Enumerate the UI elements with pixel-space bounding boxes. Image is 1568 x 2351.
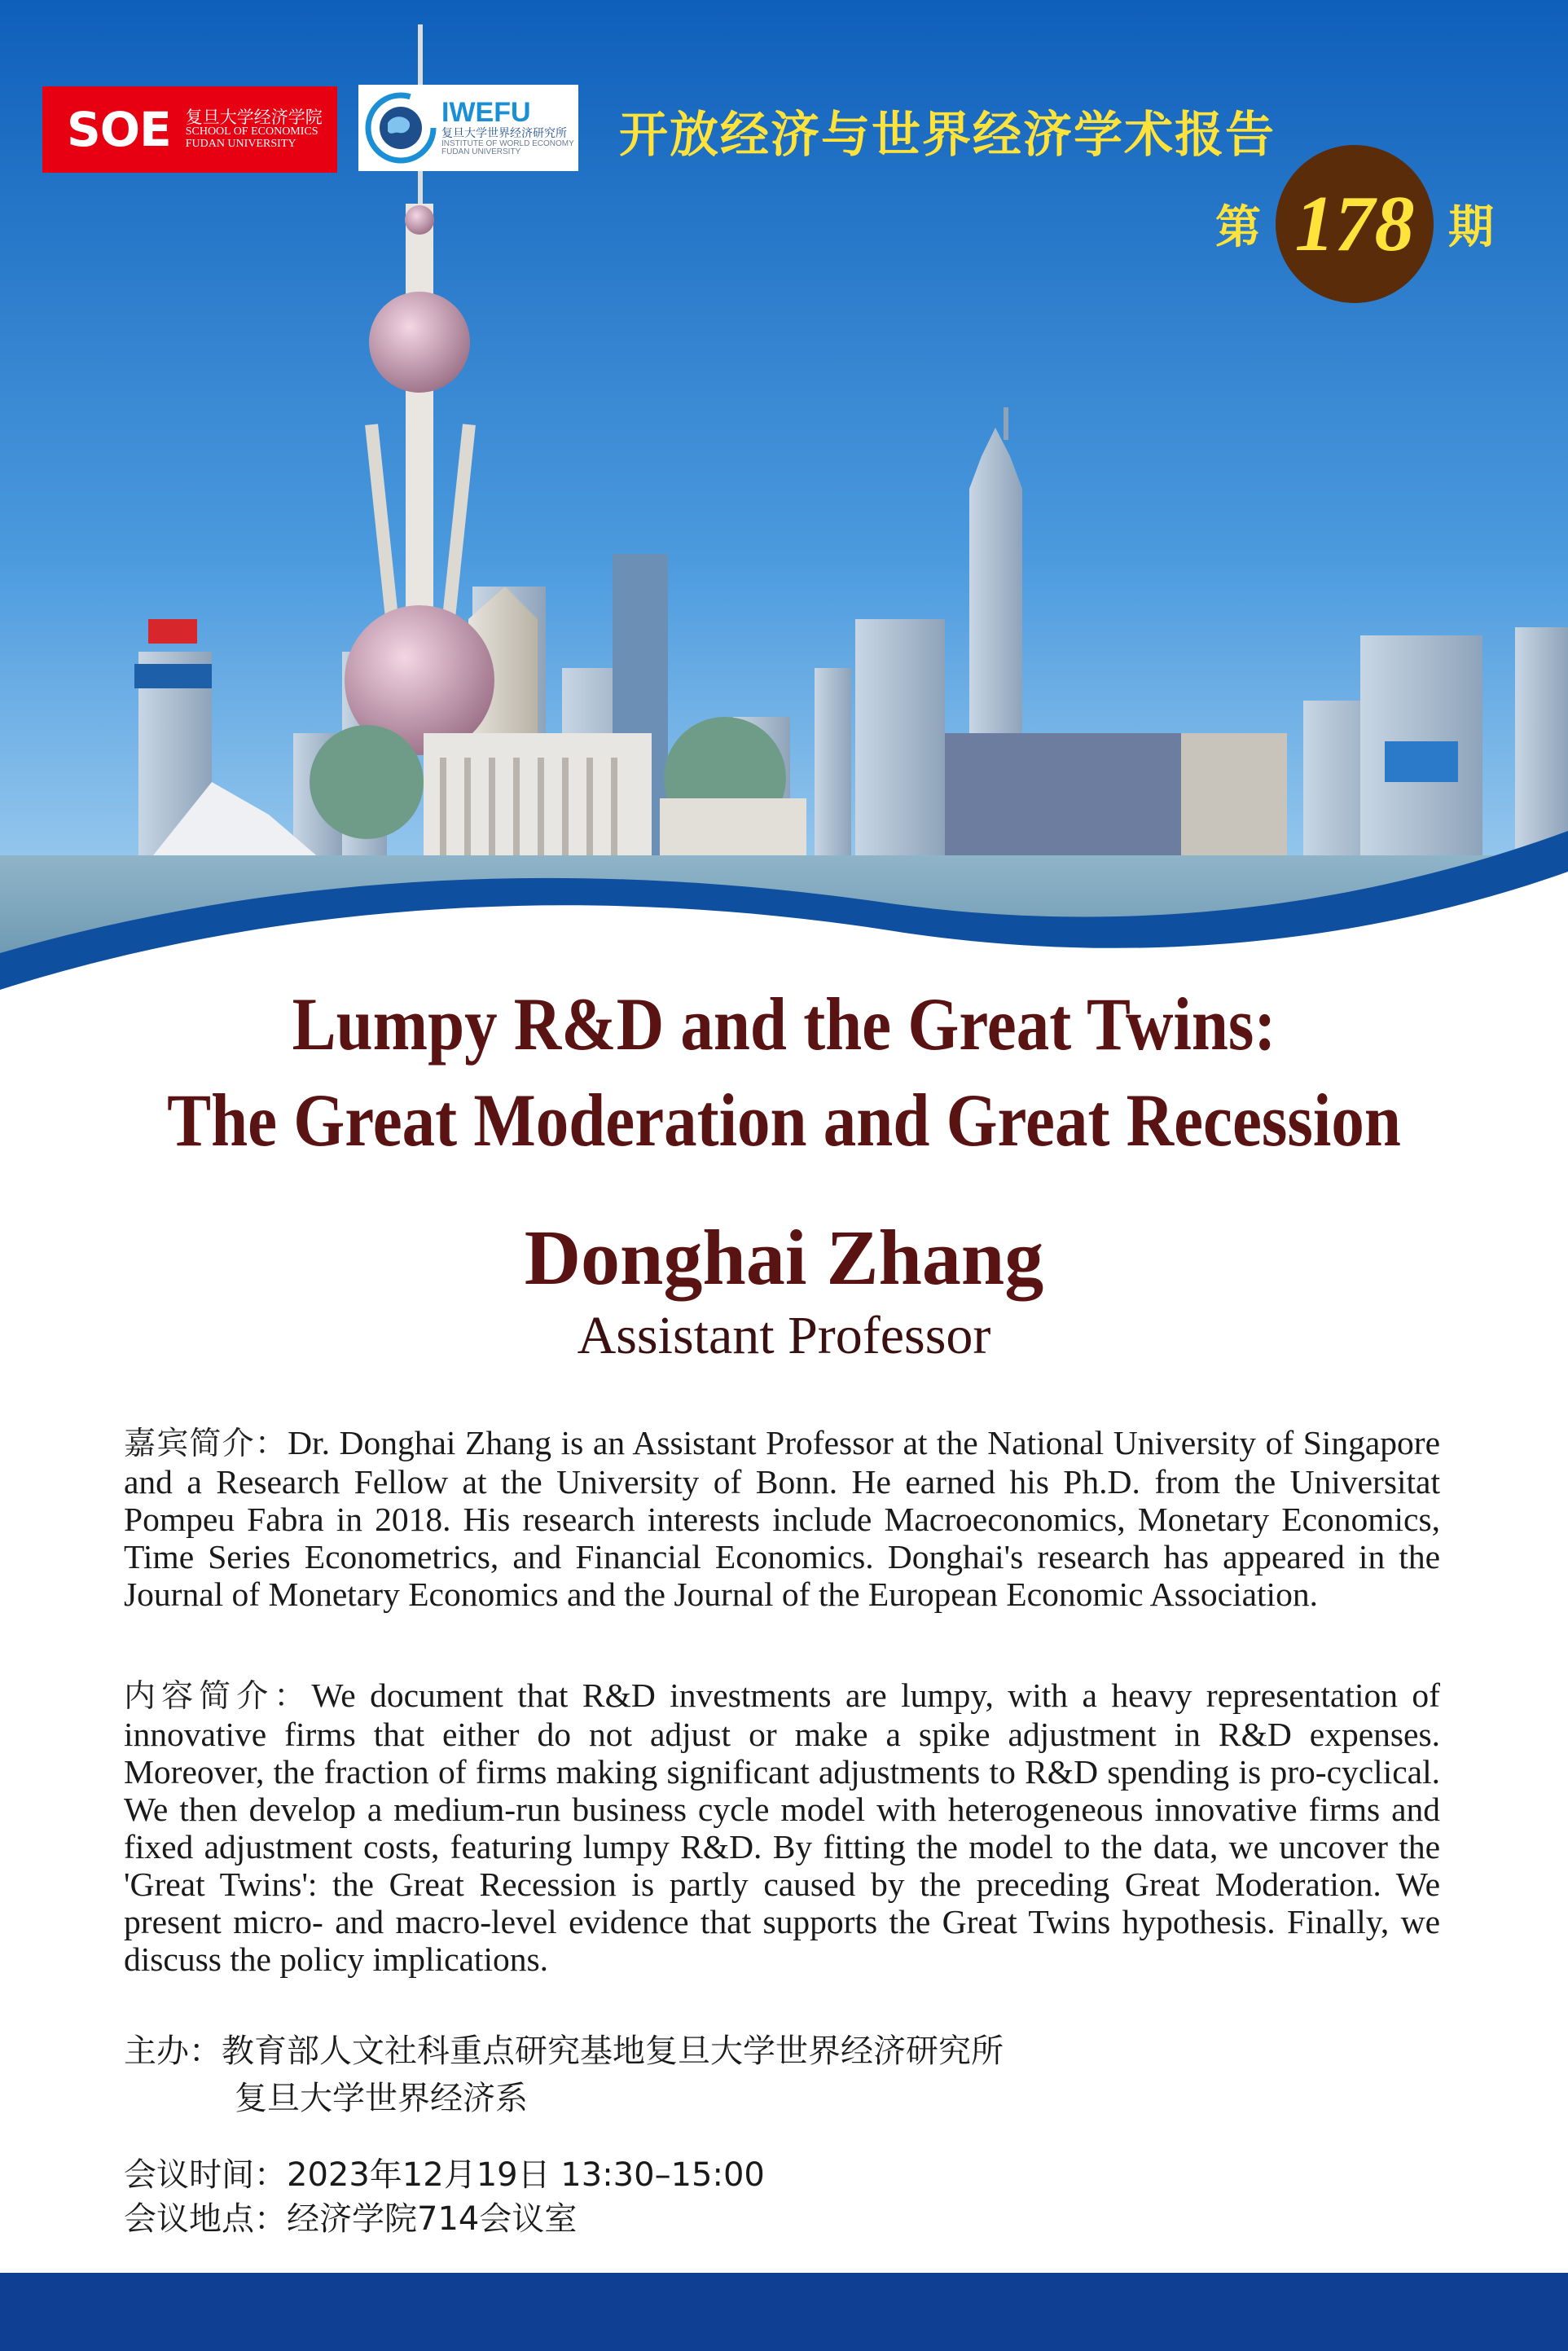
iwefu-logo-text — [441, 99, 574, 156]
globe-icon — [363, 90, 438, 165]
soe-logo-cn: 复旦大学经济学院 — [185, 108, 323, 128]
soe-logo-text — [186, 108, 323, 150]
event-time: 会议时间：2023年12月19日 13:30–15:00 — [124, 2156, 765, 2194]
host-line-2: 复旦大学世界经济系 — [235, 2080, 528, 2117]
series-title: 开放经济与世界经济学术报告 — [619, 107, 1276, 164]
bio-text: Dr. Donghai Zhang is an Assistant Professor at the National University of Singapore and a Research Fellow at the University of Bonn. He earned his Ph.D. from the Universitat Pompeu Fabra in 2018. His research interests include Macroeconomics, Monetary Economics, Time Series Econometrics, and Financial Economics. Donghai's research has appeared in the Journal of Monetary Economics and the Journal of the European Economic Association. — [124, 1424, 1440, 1613]
iwefu-logo — [358, 85, 578, 171]
talk-title-line-2: The Great Moderation and Great Recession — [167, 1079, 1401, 1162]
talk-abstract — [124, 1676, 1440, 1978]
abstract-text: We document that R&D investments are lumpy, with a heavy representation of innovative firms that either do not adjust or make a spike adjustment in R&D expenses. Moreover, the fraction of firms making significant adjustments to R&D spending is pro-cyclical. We then develop a medium-run business cycle model with heterogeneous innovative firms and fixed adjustment costs, featuring lumpy R&D. By fitting the model to the data, we uncover the 'Great Twins': the Great Recession is partly caused by the preceding Great Moderation. We present micro- and macro-level evidence that supports the Great Twins hypothesis. Finally, we discuss the policy implications. — [124, 1676, 1440, 1978]
host-line-1: 主办：教育部人文社科重点研究基地复旦大学世界经济研究所 — [124, 2032, 1004, 2070]
bio-label: 嘉宾简介： — [124, 1426, 288, 1462]
event-location: 会议地点：经济学院714会议室 — [124, 2200, 578, 2238]
iwefu-logo-en-2: FUDAN UNIVERSITY — [441, 147, 521, 157]
soe-logo-en-2: FUDAN UNIVERSITY — [185, 138, 296, 151]
talk-title-line-1: Lumpy R&D and the Great Twins: — [292, 982, 1276, 1066]
iwefu-logo-brand: IWEFU — [441, 97, 531, 129]
soe-logo — [42, 86, 337, 173]
iwefu-logo-cn: 复旦大学世界经济研究所 — [441, 127, 567, 140]
issue-number-value: 178 — [1294, 180, 1415, 268]
issue-prefix: 第 — [1215, 201, 1261, 254]
iwefu-logo-en-1: INSTITUTE OF WORLD ECONOMY — [441, 138, 574, 148]
abstract-label: 内容简介： — [124, 1678, 312, 1715]
speaker-bio — [124, 1424, 1440, 1613]
soe-logo-mark: SOE — [67, 102, 171, 157]
speaker-name: Donghai Zhang — [524, 1214, 1044, 1301]
speaker-title: Assistant Professor — [577, 1306, 991, 1365]
issue-badge — [1276, 145, 1434, 303]
issue-suffix: 期 — [1448, 201, 1494, 254]
soe-logo-en-1: SCHOOL OF ECONOMICS — [185, 125, 318, 138]
footer-bar — [0, 2273, 1568, 2351]
talk-title — [94, 976, 1474, 1168]
issue-number — [1215, 143, 1494, 305]
